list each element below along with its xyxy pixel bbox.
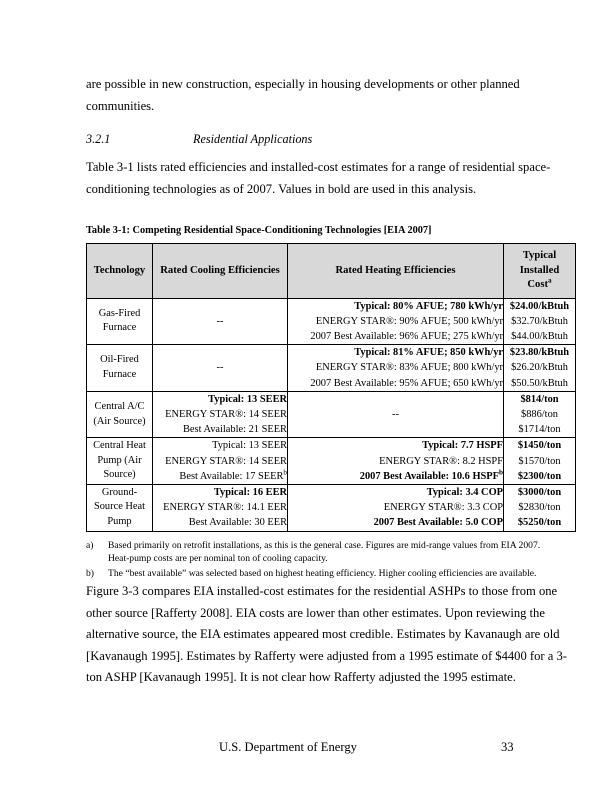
intro-paragraph: are possible in new construction, especially in housing developments or other planned communities. bbox=[86, 77, 520, 113]
section-number: 3.2.1 bbox=[86, 132, 111, 146]
cell-line: $23.80/kBtuh bbox=[509, 347, 570, 359]
cell-cooling-efficiency bbox=[153, 298, 288, 345]
cell-line: Oil-Fired bbox=[100, 354, 139, 366]
column-header-heating: Rated Heating Efficiencies bbox=[288, 244, 504, 299]
cell-line: Source Heat bbox=[93, 501, 146, 513]
cell-line: -- bbox=[392, 408, 399, 420]
lead-paragraph: Table 3-1 lists rated efficiencies and installed-cost estimates for a range of residential space-conditioning technologies as of 2007. Values in bold are used in this analysis. bbox=[86, 160, 551, 196]
table-caption: Table 3-1: Competing Residential Space-Conditioning Technologies [EIA 2007] bbox=[86, 225, 432, 236]
cost-header-line2: Installed bbox=[519, 264, 560, 276]
cell-installed-cost bbox=[504, 484, 576, 531]
cell-line: ENERGY STAR®: 90% AFUE; 500 kWh/yr bbox=[315, 315, 503, 327]
page-footer bbox=[86, 740, 575, 758]
cell-line: Typical: 13 SEER bbox=[212, 440, 287, 452]
cell-line: $24.00/kBtuh bbox=[509, 300, 570, 312]
cell-line: Pump bbox=[107, 515, 132, 527]
footnote-row bbox=[86, 539, 556, 566]
cell-line: Typical: 80% AFUE; 780 kWh/yr bbox=[354, 300, 503, 312]
cell-line: 2007 Best Available: 95% AFUE; 650 kWh/yr bbox=[310, 377, 503, 389]
cell-line: Source) bbox=[103, 469, 136, 481]
footnote-text: The “best available” was selected based on highest heating efficiency. Higher cooling efficiencies are available. bbox=[108, 567, 537, 579]
footer-page-number: 33 bbox=[501, 740, 514, 754]
footnote-marker: b bbox=[283, 468, 287, 477]
table-header bbox=[87, 244, 576, 299]
cell-line: ENERGY STAR®: 83% AFUE; 800 kWh/yr bbox=[315, 362, 503, 374]
cell-cooling-efficiency bbox=[153, 391, 288, 438]
cost-header-line3: Cost$^a$ bbox=[527, 276, 552, 290]
cell-line: ENERGY STAR®: 14.1 EER bbox=[163, 502, 287, 514]
cell-line: $1450/ton bbox=[517, 440, 562, 452]
page-content bbox=[86, 74, 575, 689]
cell-technology bbox=[87, 391, 153, 438]
cell-line: Best Available: 30 EER bbox=[188, 517, 287, 529]
cell-technology bbox=[87, 484, 153, 531]
cell-line: $1714/ton bbox=[518, 424, 561, 436]
cell-heating-efficiency bbox=[288, 484, 504, 531]
cell-line: Furnace bbox=[102, 322, 137, 334]
cell-installed-cost bbox=[504, 438, 576, 485]
cell-installed-cost bbox=[504, 345, 576, 392]
cell-line: -- bbox=[216, 362, 224, 374]
cell-heating-efficiency bbox=[288, 298, 504, 345]
cell-line: Typical: 13 SEER bbox=[208, 393, 287, 405]
cell-line: 2007 Best Available: 10.6 HSPF$^b$ bbox=[359, 468, 503, 482]
residential-technologies-table bbox=[86, 243, 576, 532]
cell-line: Furnace bbox=[102, 368, 137, 380]
cell-heating-efficiency bbox=[288, 391, 504, 438]
cell-technology bbox=[87, 438, 153, 485]
cell-line: $44.00/kBtuh bbox=[511, 330, 568, 342]
table-row bbox=[87, 298, 576, 345]
cell-line: $50.50/kBtuh bbox=[511, 377, 568, 389]
closing-paragraph: Figure 3-3 compares EIA installed-cost estimates for the residential ASHPs to those from one other source [Rafferty 2008]. EIA costs are lower than other estimates. Upon reviewing the alternative source, the EIA estimates appeared most credible. Estimates by Kavanaugh are old [Kavanaugh 1995]. Estimates by Rafferty were adjusted from a 1995 estimate of $4400 for a 3-ton ASHP [Kavanaugh 1995]. It is not clear how Rafferty adjusted the 1995 estimate. bbox=[86, 584, 567, 685]
cell-line: 2007 Best Available: 96% AFUE; 275 kWh/yr bbox=[310, 330, 503, 342]
cell-installed-cost bbox=[504, 391, 576, 438]
cell-line: Typical: 16 EER bbox=[213, 486, 287, 498]
footnote-marker: b bbox=[499, 468, 503, 477]
cell-line: Central Heat bbox=[93, 440, 146, 452]
cell-line: Gas-Fired bbox=[98, 307, 141, 319]
cell-line: $2830/ton bbox=[518, 502, 561, 514]
cell-line: ENERGY STAR®: 14 SEER bbox=[165, 455, 287, 467]
cell-heating-efficiency bbox=[288, 345, 504, 392]
cell-line: $26.20/kBtuh bbox=[511, 362, 568, 374]
cell-technology bbox=[87, 298, 153, 345]
cell-line: Ground- bbox=[101, 486, 138, 498]
column-header-cooling: Rated Cooling Efficiencies bbox=[153, 244, 288, 299]
cell-technology bbox=[87, 345, 153, 392]
table-row bbox=[87, 438, 576, 485]
footnote-mark: b) bbox=[86, 567, 94, 579]
section-heading bbox=[86, 131, 575, 148]
cell-line: 2007 Best Available: 5.0 COP bbox=[373, 517, 503, 529]
cost-header-line1: Typical bbox=[522, 250, 557, 261]
cell-line: Best Available: 21 SEER bbox=[183, 424, 287, 436]
cell-line: Best Available: 17 SEER$^b$ bbox=[179, 468, 287, 482]
cell-cooling-efficiency bbox=[153, 345, 288, 392]
cell-cooling-efficiency bbox=[153, 484, 288, 531]
cell-line: -- bbox=[216, 315, 224, 327]
footnote-mark: a) bbox=[86, 539, 94, 551]
cell-line: Pump (Air bbox=[97, 454, 142, 466]
cell-line: ENERGY STAR®: 14 SEER bbox=[165, 408, 287, 420]
cell-line: $1570/ton bbox=[518, 455, 561, 467]
table-body bbox=[87, 298, 576, 531]
cell-line: $814/ton bbox=[520, 393, 559, 405]
table-footnotes bbox=[86, 539, 556, 581]
cell-line: ENERGY STAR®: 8.2 HSPF bbox=[379, 455, 503, 467]
cell-heating-efficiency bbox=[288, 438, 504, 485]
footnote-row bbox=[86, 567, 556, 581]
cell-line: $32.70/kBtuh bbox=[511, 315, 568, 327]
cell-line: $886/ton bbox=[521, 408, 558, 420]
cell-line: Typical: 81% AFUE; 850 kWh/yr bbox=[354, 347, 503, 359]
cell-line: $3000/ton bbox=[517, 486, 562, 498]
cell-line: $5250/ton bbox=[517, 517, 562, 529]
section-title: Residential Applications bbox=[193, 132, 313, 146]
cell-line: $2300/ton bbox=[517, 470, 562, 482]
table-row bbox=[87, 345, 576, 392]
cell-line: Typical: 7.7 HSPF bbox=[422, 440, 503, 452]
table-row bbox=[87, 391, 576, 438]
table-header-row bbox=[87, 244, 576, 299]
cell-line: Central A/C bbox=[94, 401, 145, 413]
cell-line: (Air Source) bbox=[93, 415, 146, 427]
column-header-cost bbox=[504, 244, 576, 299]
footer-organization: U.S. Department of Energy bbox=[219, 740, 357, 754]
column-header-technology: Technology bbox=[87, 244, 153, 299]
cell-line: ENERGY STAR®: 3.3 COP bbox=[383, 502, 503, 514]
cost-header-footnote-marker: a bbox=[548, 276, 552, 285]
cell-installed-cost bbox=[504, 298, 576, 345]
cell-cooling-efficiency bbox=[153, 438, 288, 485]
footnote-text: Based primarily on retrofit installations, as this is the general case. Figures are mid-range values from EIA 2007. Heat-pump costs are per nominal ton of cooling capacity. bbox=[108, 539, 541, 565]
table-row bbox=[87, 484, 576, 531]
cell-line: Typical: 3.4 COP bbox=[426, 486, 503, 498]
